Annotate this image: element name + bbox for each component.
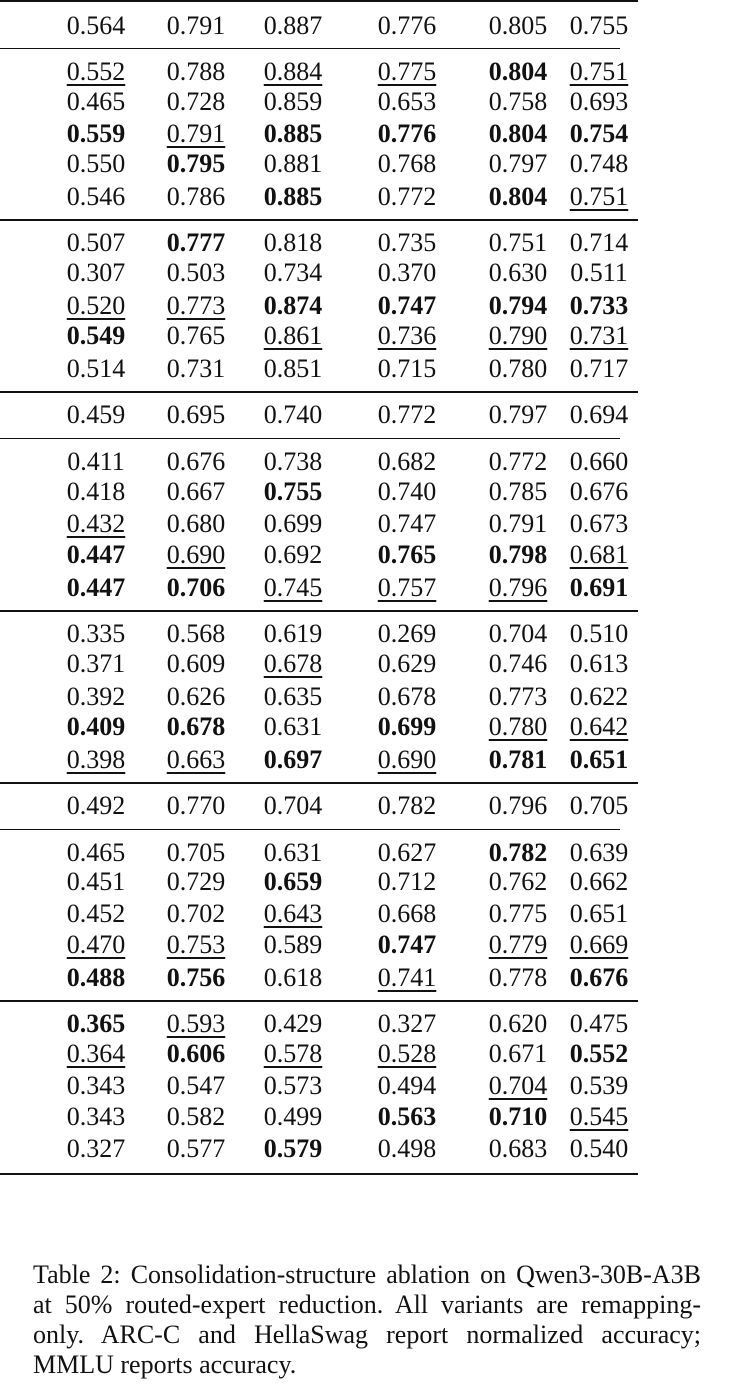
table-row <box>0 1101 638 1133</box>
table-cell: 0.695 <box>166 400 226 429</box>
table-cell: 0.676 <box>569 963 629 992</box>
table-cell: 0.693 <box>569 87 629 116</box>
table-cell: 0.776 <box>377 11 437 40</box>
table-cell: 0.678 <box>166 712 226 741</box>
table-cell: 0.593 <box>166 1009 226 1038</box>
table-cell: 0.861 <box>263 321 323 350</box>
table-cell: 0.663 <box>166 745 226 774</box>
table-row <box>0 837 638 869</box>
table-cell: 0.772 <box>488 447 548 476</box>
table-cell: 0.470 <box>66 930 126 959</box>
table-cell: 0.781 <box>488 745 548 774</box>
table-cell: 0.714 <box>569 228 629 257</box>
table-cell: 0.691 <box>569 573 629 602</box>
table-cell: 0.662 <box>569 867 629 896</box>
table-rule <box>0 782 638 784</box>
table-cell: 0.683 <box>488 1134 548 1163</box>
table-cell: 0.786 <box>166 182 226 211</box>
table-cell: 0.729 <box>166 867 226 896</box>
table-cell: 0.327 <box>66 1134 126 1163</box>
table-cell: 0.881 <box>263 149 323 178</box>
table-cell: 0.514 <box>66 354 126 383</box>
table-cell: 0.704 <box>488 1071 548 1100</box>
table-cell: 0.705 <box>166 838 226 867</box>
table-cell: 0.756 <box>166 963 226 992</box>
table-caption: Table 2: Consolidation-structure ablation on Qwen3-30B-A3B at 50% routed-expert reduction. All variants are remapping-only. ARC-C and HellaSwag report normalized accuracy; MMLU reports accuracy. <box>33 1260 701 1379</box>
table-cell: 0.432 <box>66 509 126 538</box>
table-cell: 0.642 <box>569 712 629 741</box>
table-cell: 0.741 <box>377 963 437 992</box>
table-cell: 0.578 <box>263 1039 323 1068</box>
table-cell: 0.751 <box>569 57 629 86</box>
table-cell: 0.751 <box>569 182 629 211</box>
table-cell: 0.631 <box>263 838 323 867</box>
table-cell: 0.755 <box>569 11 629 40</box>
table-cell: 0.733 <box>569 291 629 320</box>
table-cell: 0.785 <box>488 477 548 506</box>
table-row <box>0 790 638 822</box>
table-cell: 0.371 <box>66 649 126 678</box>
table-cell: 0.343 <box>66 1102 126 1131</box>
table-cell: 0.773 <box>488 682 548 711</box>
table-cell: 0.705 <box>569 791 629 820</box>
table-cell: 0.780 <box>488 354 548 383</box>
table-cell: 0.429 <box>263 1009 323 1038</box>
table-cell: 0.778 <box>488 963 548 992</box>
table-cell: 0.753 <box>166 930 226 959</box>
table-cell: 0.681 <box>569 540 629 569</box>
table-row <box>0 962 638 994</box>
table-row <box>0 446 638 478</box>
table-cell: 0.777 <box>166 228 226 257</box>
table-row <box>0 320 638 352</box>
table-cell: 0.579 <box>263 1134 323 1163</box>
table-cell: 0.475 <box>569 1009 629 1038</box>
table-cell: 0.704 <box>488 619 548 648</box>
table-cell: 0.885 <box>263 119 323 148</box>
table-rule <box>0 829 620 830</box>
table-cell: 0.773 <box>166 291 226 320</box>
table-row <box>0 181 638 213</box>
table-cell: 0.499 <box>263 1102 323 1131</box>
table-cell: 0.660 <box>569 447 629 476</box>
table-cell: 0.547 <box>166 1071 226 1100</box>
table-cell: 0.798 <box>488 540 548 569</box>
table-cell: 0.797 <box>488 400 548 429</box>
table-cell: 0.851 <box>263 354 323 383</box>
table-cell: 0.546 <box>66 182 126 211</box>
table-cell: 0.589 <box>263 930 323 959</box>
table-cell: 0.738 <box>263 447 323 476</box>
table-row <box>0 744 638 776</box>
table-cell: 0.680 <box>166 509 226 538</box>
table-cell: 0.795 <box>166 149 226 178</box>
table-cell: 0.797 <box>488 149 548 178</box>
table-cell: 0.804 <box>488 57 548 86</box>
table-cell: 0.659 <box>263 867 323 896</box>
table-cell: 0.492 <box>66 791 126 820</box>
table-cell: 0.676 <box>166 447 226 476</box>
table-cell: 0.791 <box>166 11 226 40</box>
table-cell: 0.710 <box>488 1102 548 1131</box>
table-cell: 0.758 <box>488 87 548 116</box>
table-cell: 0.734 <box>263 258 323 287</box>
table-cell: 0.717 <box>569 354 629 383</box>
table-row <box>0 257 638 289</box>
table-cell: 0.630 <box>488 258 548 287</box>
table-cell: 0.772 <box>377 182 437 211</box>
table-cell: 0.552 <box>66 57 126 86</box>
table-cell: 0.788 <box>166 57 226 86</box>
table-cell: 0.452 <box>66 899 126 928</box>
table-cell: 0.768 <box>377 149 437 178</box>
table-cell: 0.690 <box>377 745 437 774</box>
table-cell: 0.751 <box>488 228 548 257</box>
table-cell: 0.690 <box>166 540 226 569</box>
table-cell: 0.398 <box>66 745 126 774</box>
table-cell: 0.692 <box>263 540 323 569</box>
table-cell: 0.550 <box>66 149 126 178</box>
table-row <box>0 618 638 650</box>
table-cell: 0.667 <box>166 477 226 506</box>
table-cell: 0.745 <box>263 573 323 602</box>
table-cell: 0.772 <box>377 400 437 429</box>
table-cell: 0.409 <box>66 712 126 741</box>
table-cell: 0.620 <box>488 1009 548 1038</box>
table-cell: 0.653 <box>377 87 437 116</box>
table-cell: 0.736 <box>377 321 437 350</box>
table-cell: 0.606 <box>166 1039 226 1068</box>
table-cell: 0.770 <box>166 791 226 820</box>
table-cell: 0.364 <box>66 1039 126 1068</box>
table-cell: 0.559 <box>66 119 126 148</box>
table-row <box>0 1008 638 1040</box>
table-cell: 0.887 <box>263 11 323 40</box>
table-cell: 0.678 <box>377 682 437 711</box>
table-row <box>0 539 638 571</box>
table-row <box>0 86 638 118</box>
table-cell: 0.731 <box>569 321 629 350</box>
table-cell: 0.577 <box>166 1134 226 1163</box>
table-cell: 0.746 <box>488 649 548 678</box>
table-cell: 0.728 <box>166 87 226 116</box>
table-cell: 0.498 <box>377 1134 437 1163</box>
table-cell: 0.702 <box>166 899 226 928</box>
table-cell: 0.503 <box>166 258 226 287</box>
table-cell: 0.629 <box>377 649 437 678</box>
table-cell: 0.706 <box>166 573 226 602</box>
table-rule <box>0 610 638 612</box>
table-cell: 0.335 <box>66 619 126 648</box>
table-cell: 0.451 <box>66 867 126 896</box>
table-cell: 0.568 <box>166 619 226 648</box>
table-row <box>0 508 638 540</box>
table-cell: 0.754 <box>569 119 629 148</box>
table-row <box>0 353 638 385</box>
table-cell: 0.447 <box>66 540 126 569</box>
table-cell: 0.805 <box>488 11 548 40</box>
table-cell: 0.818 <box>263 228 323 257</box>
table-cell: 0.704 <box>263 791 323 820</box>
table-cell: 0.747 <box>377 930 437 959</box>
table-cell: 0.765 <box>377 540 437 569</box>
table-cell: 0.747 <box>377 291 437 320</box>
table-cell: 0.563 <box>377 1102 437 1131</box>
table-row <box>0 648 638 680</box>
table-cell: 0.762 <box>488 867 548 896</box>
table-row <box>0 572 638 604</box>
table-cell: 0.731 <box>166 354 226 383</box>
table-cell: 0.488 <box>66 963 126 992</box>
table-row <box>0 148 638 180</box>
table-cell: 0.779 <box>488 930 548 959</box>
table-cell: 0.370 <box>377 258 437 287</box>
table-cell: 0.327 <box>377 1009 437 1038</box>
table-row <box>0 118 638 150</box>
table-rule <box>0 0 638 2</box>
table-cell: 0.510 <box>569 619 629 648</box>
table-row <box>0 399 638 431</box>
table-cell: 0.673 <box>569 509 629 538</box>
table-row <box>0 711 638 743</box>
table-cell: 0.573 <box>263 1071 323 1100</box>
table-rule <box>0 438 620 439</box>
table-cell: 0.884 <box>263 57 323 86</box>
table-cell: 0.796 <box>488 791 548 820</box>
table-cell: 0.343 <box>66 1071 126 1100</box>
table-cell: 0.626 <box>166 682 226 711</box>
table-cell: 0.582 <box>166 1102 226 1131</box>
table-cell: 0.859 <box>263 87 323 116</box>
table-cell: 0.545 <box>569 1102 629 1131</box>
table-cell: 0.676 <box>569 477 629 506</box>
table-row <box>0 290 638 322</box>
table-cell: 0.643 <box>263 899 323 928</box>
table-rule <box>0 1173 638 1175</box>
table-row <box>0 1070 638 1102</box>
table-cell: 0.669 <box>569 930 629 959</box>
table-cell: 0.699 <box>377 712 437 741</box>
table-cell: 0.782 <box>488 838 548 867</box>
table-cell: 0.682 <box>377 447 437 476</box>
table-cell: 0.775 <box>488 899 548 928</box>
table-cell: 0.540 <box>569 1134 629 1163</box>
table-cell: 0.635 <box>263 682 323 711</box>
table-row <box>0 1038 638 1070</box>
table-cell: 0.651 <box>569 899 629 928</box>
table-row <box>0 898 638 930</box>
table-cell: 0.712 <box>377 867 437 896</box>
table-cell: 0.678 <box>263 649 323 678</box>
table-cell: 0.564 <box>66 11 126 40</box>
table-row <box>0 476 638 508</box>
table-cell: 0.651 <box>569 745 629 774</box>
table-cell: 0.365 <box>66 1009 126 1038</box>
table-cell: 0.782 <box>377 791 437 820</box>
table-cell: 0.885 <box>263 182 323 211</box>
table-cell: 0.791 <box>166 119 226 148</box>
table-cell: 0.465 <box>66 87 126 116</box>
table-rule <box>0 219 638 221</box>
table-cell: 0.794 <box>488 291 548 320</box>
table-row <box>0 10 638 42</box>
table-rule <box>0 1000 638 1002</box>
table-cell: 0.539 <box>569 1071 629 1100</box>
table-cell: 0.447 <box>66 573 126 602</box>
table-cell: 0.776 <box>377 119 437 148</box>
table-cell: 0.765 <box>166 321 226 350</box>
table-cell: 0.791 <box>488 509 548 538</box>
table-row <box>0 1133 638 1165</box>
table-cell: 0.459 <box>66 400 126 429</box>
table-cell: 0.631 <box>263 712 323 741</box>
table-cell: 0.697 <box>263 745 323 774</box>
table-cell: 0.748 <box>569 149 629 178</box>
table-rule <box>0 391 638 393</box>
table-cell: 0.622 <box>569 682 629 711</box>
table-cell: 0.613 <box>569 649 629 678</box>
table-cell: 0.269 <box>377 619 437 648</box>
table-cell: 0.549 <box>66 321 126 350</box>
table-cell: 0.465 <box>66 838 126 867</box>
table-cell: 0.804 <box>488 119 548 148</box>
table-cell: 0.747 <box>377 509 437 538</box>
table-cell: 0.668 <box>377 899 437 928</box>
table-cell: 0.639 <box>569 838 629 867</box>
table-row <box>0 56 638 88</box>
table-cell: 0.671 <box>488 1039 548 1068</box>
table-cell: 0.780 <box>488 712 548 741</box>
table-cell: 0.715 <box>377 354 437 383</box>
table-cell: 0.552 <box>569 1039 629 1068</box>
table-cell: 0.307 <box>66 258 126 287</box>
table-rule <box>0 48 620 49</box>
table-cell: 0.618 <box>263 963 323 992</box>
table-cell: 0.619 <box>263 619 323 648</box>
table-cell: 0.740 <box>377 477 437 506</box>
table-cell: 0.694 <box>569 400 629 429</box>
table-cell: 0.528 <box>377 1039 437 1068</box>
table-cell: 0.627 <box>377 838 437 867</box>
table-cell: 0.699 <box>263 509 323 538</box>
table-cell: 0.418 <box>66 477 126 506</box>
table-cell: 0.411 <box>67 447 125 476</box>
table-cell: 0.392 <box>66 682 126 711</box>
table-cell: 0.874 <box>263 291 323 320</box>
table-row <box>0 227 638 259</box>
table-cell: 0.790 <box>488 321 548 350</box>
table-cell: 0.755 <box>263 477 323 506</box>
table-row <box>0 681 638 713</box>
table-cell: 0.494 <box>377 1071 437 1100</box>
table-cell: 0.609 <box>166 649 226 678</box>
table-cell: 0.740 <box>263 400 323 429</box>
table-row <box>0 866 638 898</box>
table-cell: 0.757 <box>377 573 437 602</box>
table-cell: 0.735 <box>377 228 437 257</box>
table-cell: 0.796 <box>488 573 548 602</box>
table-row <box>0 929 638 961</box>
table-cell: 0.507 <box>66 228 126 257</box>
table-cell: 0.511 <box>570 258 628 287</box>
table-cell: 0.804 <box>488 182 548 211</box>
table-cell: 0.520 <box>66 291 126 320</box>
table-cell: 0.775 <box>377 57 437 86</box>
